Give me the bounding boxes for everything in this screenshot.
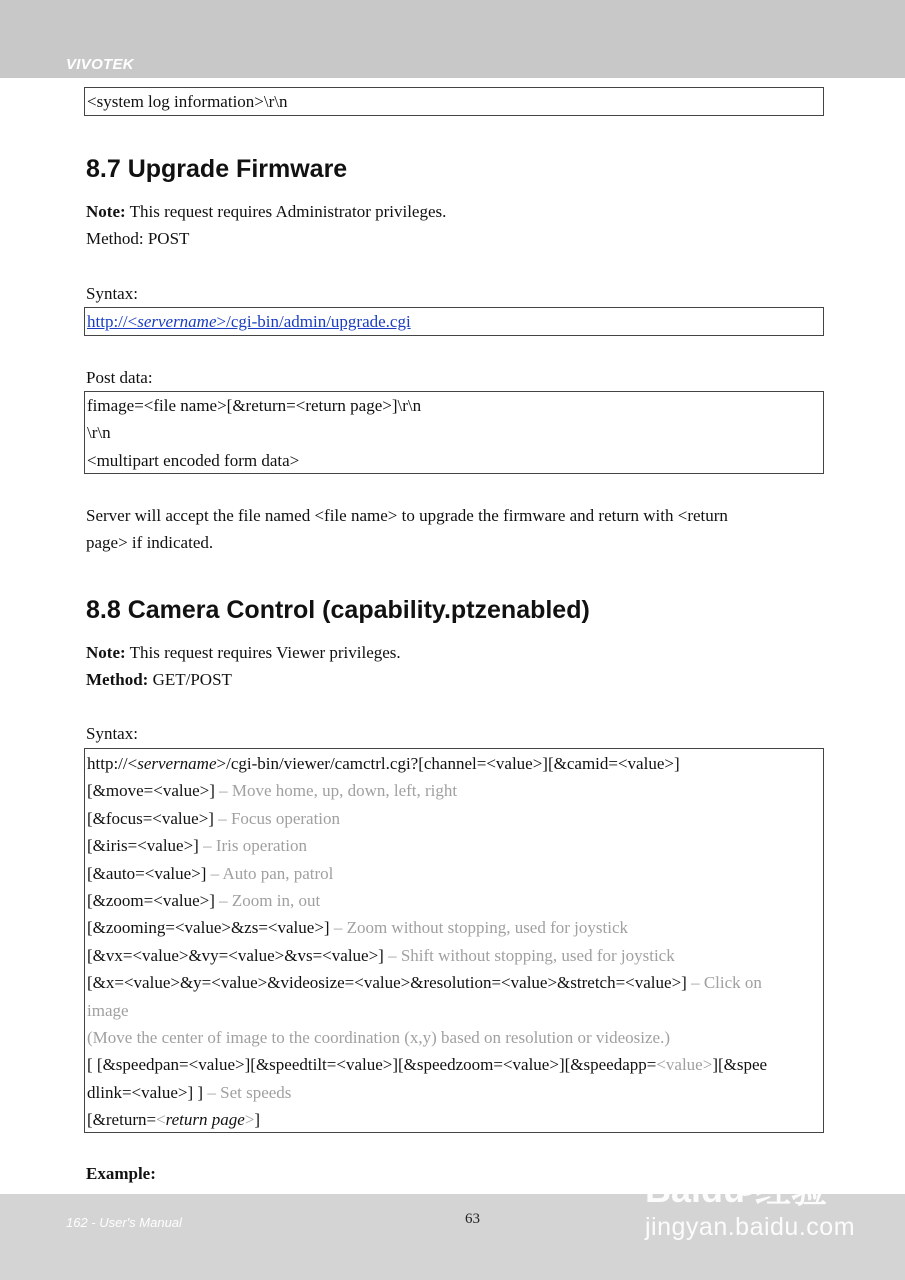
syntax-zooming: [&zooming=<value>&zs=<value>] – Zoom without stopping, used for joystick [87,918,629,938]
footer-manual-label: 162 - User's Manual [66,1215,182,1230]
syntax-label-87: Syntax: [86,284,138,303]
section-title-camera-control: 8.8 Camera Control (capability.ptzenabled) [86,596,590,624]
brand-logo: VIVOTEK [66,56,134,73]
syntax-speed-2: dlink=<value>] ] – Set speeds [87,1082,292,1102]
method-text: GET/POST [148,670,232,689]
svg-text:Baidu 经验: Baidu 经验 [645,1169,828,1210]
post-line-2: \r\n [87,423,111,443]
system-log-box [84,87,824,116]
syntax-xy-image: image [87,1000,129,1020]
page-number: 63 [465,1211,480,1227]
post-line-1: fimage=<file name>[&return=<return page>]\r\n [87,396,422,415]
camctrl-syntax-box [84,748,824,1133]
header-band [0,0,905,78]
syntax-label-88: Syntax: [86,724,138,743]
note-88 [86,643,401,663]
section-title-upgrade-firmware: 8.7 Upgrade Firmware [86,155,348,183]
post-data-box [84,391,824,474]
note-label: Note: [86,202,126,221]
syntax-speed-1: [ [&speedpan=<value>][&speedtilt=<value>][&speedzoom=<value>][&speedapp=<value>][&spee [87,1055,768,1075]
note-label: Note: [86,643,126,662]
upgrade-desc-line-2: page> if indicated. [86,533,214,552]
post-line-3: <multipart encoded form data> [87,450,300,470]
method-88 [86,670,232,690]
syntax-return: [&return=<return page>] [87,1110,261,1130]
syntax-zoom: [&zoom=<value>] – Zoom in, out [87,890,321,910]
method-87: Method: POST [86,229,190,248]
upgrade-syntax-box [84,307,824,336]
syntax-focus: [&focus=<value>] – Focus operation [87,808,341,828]
upgrade-url-link[interactable]: http://<servername>/cgi-bin/admin/upgrade.cgi [87,312,411,331]
syntax-vx: [&vx=<value>&vy=<value>&vs=<value>] – Shift without stopping, used for joystick [87,945,675,965]
note-87 [86,202,446,222]
system-log-text: <system log information>\r\n [87,92,288,111]
example-label: Example: [86,1164,156,1183]
syntax-move: [&move=<value>] – Move home, up, down, left, right [87,781,458,801]
syntax-xy-note: (Move the center of image to the coordination (x,y) based on resolution or videosize.) [87,1027,671,1047]
post-data-label: Post data: [86,368,153,387]
syntax-url-line: http://<servername>/cgi-bin/viewer/camctrl.cgi?[channel=<value>][&camid=<value>] [87,754,680,773]
note-text: This request requires Administrator privileges. [125,202,447,221]
watermark-url: jingyan.baidu.com [645,1213,856,1241]
syntax-auto: [&auto=<value>] – Auto pan, patrol [87,863,334,883]
upgrade-desc-line-1: Server will accept the file named <file name> to upgrade the firmware and return with <return [86,506,728,525]
upgrade-url [87,308,823,335]
syntax-iris: [&iris=<value>] – Iris operation [87,836,307,856]
method-label: Method: [86,670,149,689]
note-text: This request requires Viewer privileges. [125,643,401,662]
syntax-xy: [&x=<value>&y=<value>&videosize=<value>&resolution=<value>&stretch=<value>] – Click on [87,973,762,993]
